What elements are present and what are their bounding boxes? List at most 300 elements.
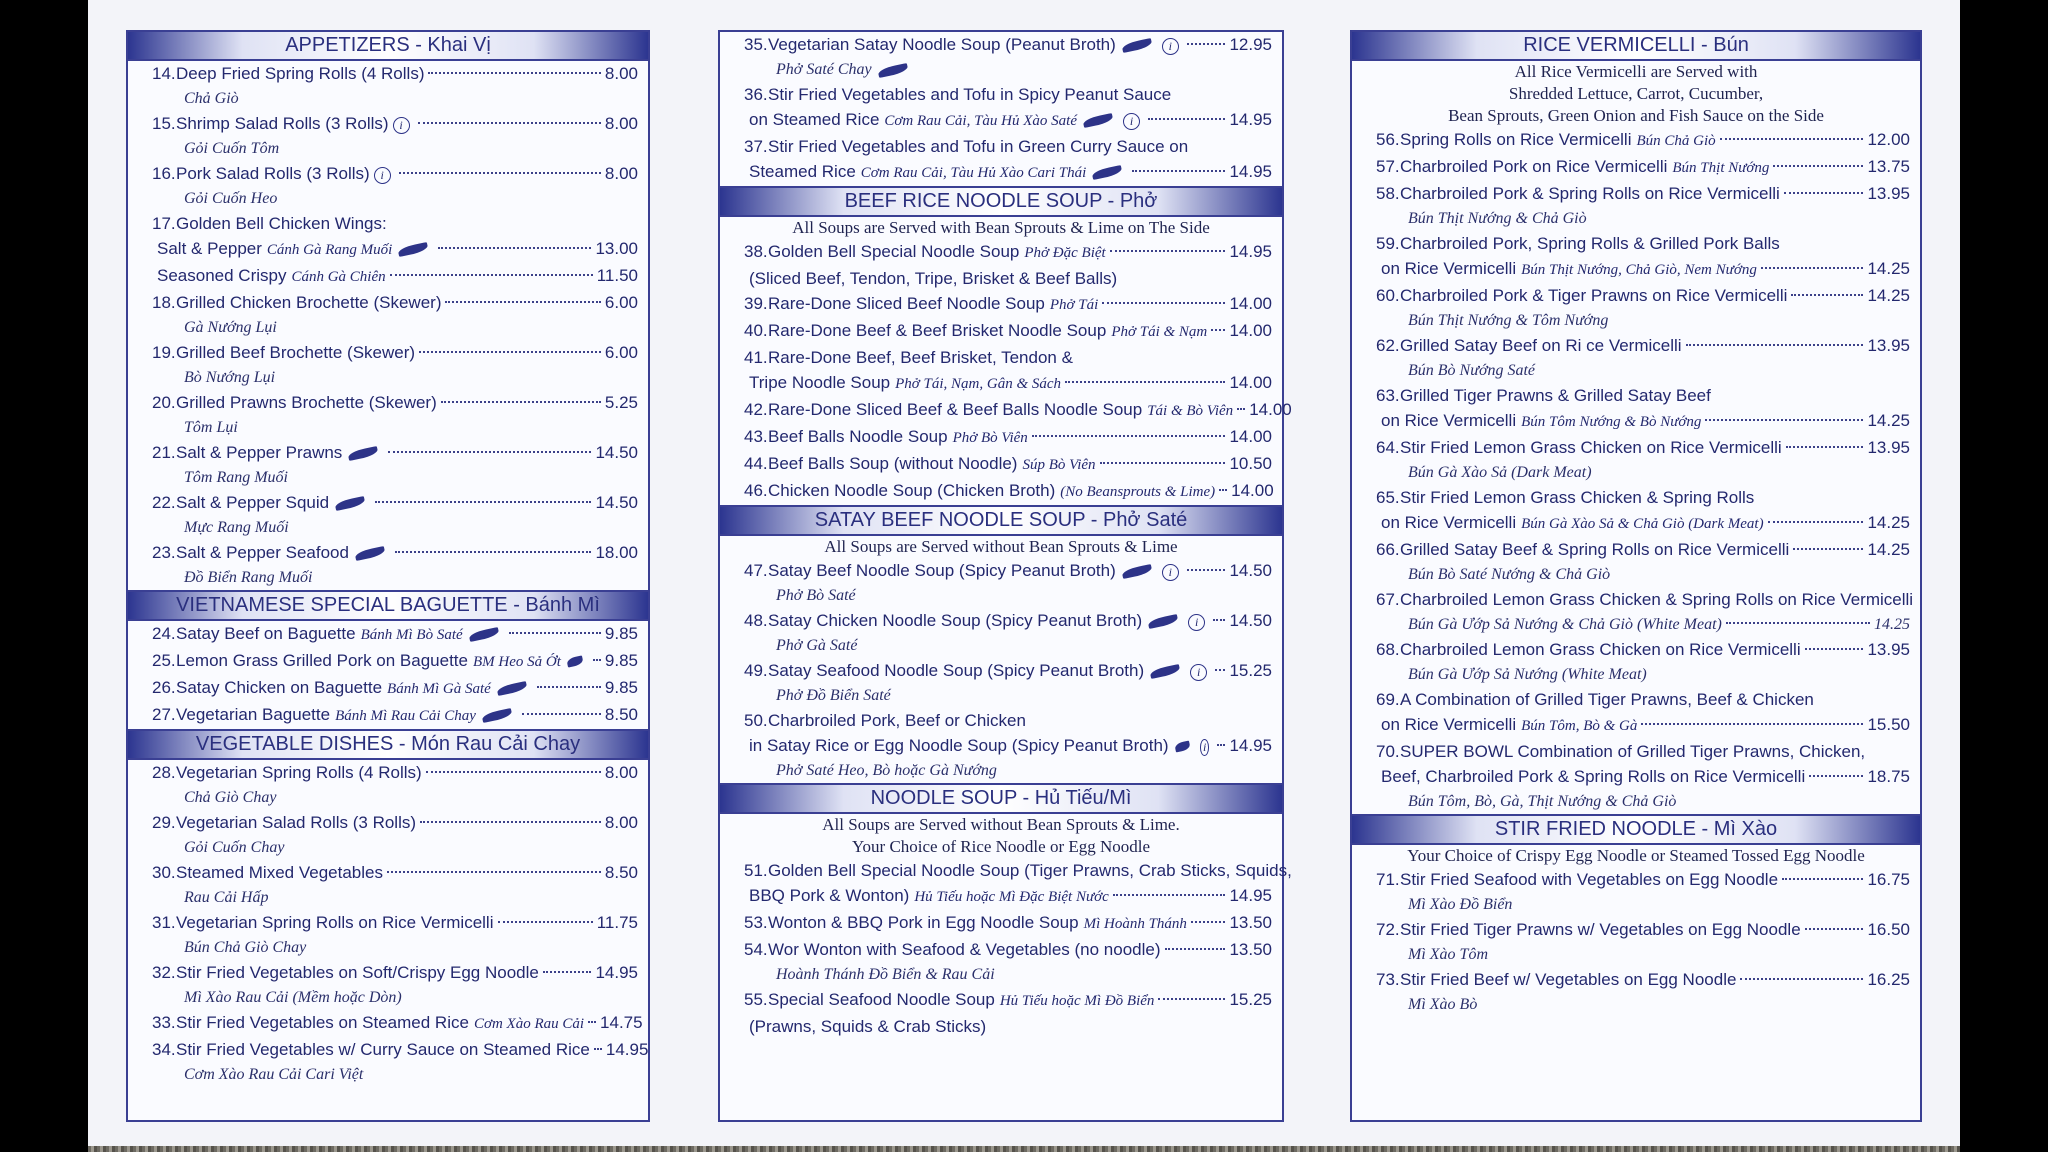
item-name: Tripe Noodle Soup bbox=[749, 373, 891, 392]
item-number: 41. bbox=[744, 348, 768, 367]
menu-item-continued bbox=[720, 266, 1282, 291]
menu-item bbox=[128, 1010, 648, 1037]
dot-leader bbox=[1805, 648, 1864, 650]
menu-item-continued bbox=[720, 883, 1282, 910]
item-number: 15. bbox=[152, 114, 176, 133]
menu-item-row bbox=[749, 370, 1272, 397]
dot-leader bbox=[441, 401, 601, 403]
spicy-pepper-icon bbox=[398, 242, 429, 257]
menu-item-row bbox=[1381, 764, 1910, 789]
item-number: 49. bbox=[744, 661, 768, 680]
item-name: Salt & Pepper Seafood bbox=[176, 543, 349, 562]
item-number: 70. bbox=[1376, 742, 1400, 761]
dot-leader bbox=[509, 632, 601, 634]
dot-leader bbox=[438, 247, 591, 249]
vietnamese-name: Gà Nướng Lụi bbox=[184, 319, 277, 336]
item-name: Seasoned Crispy bbox=[157, 266, 287, 285]
item-number: 56. bbox=[1376, 130, 1400, 149]
menu-item bbox=[128, 910, 648, 935]
menu-item bbox=[1352, 687, 1920, 712]
vietnamese-name: Phở Saté Heo, Bò hoặc Gà Nướng bbox=[776, 762, 997, 779]
menu-item bbox=[720, 451, 1282, 478]
menu-item-row bbox=[744, 345, 1272, 370]
item-name: on Rice Vermicelli bbox=[1381, 259, 1517, 278]
menu-item bbox=[720, 910, 1282, 937]
menu-item-row bbox=[744, 291, 1272, 318]
section-header: STIR FRIED NOODLE - Mì Xào bbox=[1352, 814, 1920, 845]
menu-item-row bbox=[152, 648, 638, 675]
item-price: 14.00 bbox=[1229, 321, 1272, 340]
item-name: Rare-Done Beef & Beef Brisket Noodle Soup bbox=[768, 321, 1107, 340]
item-number: 71. bbox=[1376, 870, 1400, 889]
item-price: 14.25 bbox=[1874, 616, 1910, 633]
menu-item-row bbox=[744, 239, 1272, 266]
menu-item bbox=[128, 621, 648, 648]
item-number: 60. bbox=[1376, 286, 1400, 305]
menu-item bbox=[720, 558, 1282, 583]
item-name: Rare-Done Beef, Beef Brisket, Tendon & bbox=[768, 348, 1073, 367]
item-name: Vegetarian Spring Rolls on Rice Vermicelli bbox=[176, 913, 494, 932]
menu-item-row bbox=[152, 340, 638, 365]
vietnamese-name: Cánh Gà Rang Muối bbox=[266, 242, 393, 258]
spicy-pepper-icon bbox=[468, 627, 499, 642]
dot-leader bbox=[593, 659, 601, 661]
item-name: Stir Fried Lemon Grass Chicken & Spring Rolls bbox=[1400, 488, 1755, 507]
item-number: 54. bbox=[744, 940, 768, 959]
item-name: Deep Fried Spring Rolls (4 Rolls) bbox=[176, 64, 425, 83]
menu-item-continued bbox=[128, 263, 648, 290]
menu-item-row bbox=[1376, 231, 1910, 256]
menu-item-row bbox=[152, 960, 638, 985]
item-number: 64. bbox=[1376, 438, 1400, 457]
dot-leader bbox=[399, 172, 601, 174]
menu-item bbox=[720, 478, 1282, 505]
menu-item bbox=[720, 239, 1282, 266]
menu-item bbox=[1352, 739, 1920, 764]
vietnamese-name: Cơm Xào Rau Cải bbox=[473, 1016, 585, 1032]
menu-item-row bbox=[152, 1010, 643, 1037]
spicy-pepper-icon bbox=[877, 63, 908, 78]
menu-item-row bbox=[1376, 587, 1914, 612]
item-name: Special Seafood Noodle Soup bbox=[768, 990, 995, 1009]
item-number: 68. bbox=[1376, 640, 1400, 659]
spicy-pepper-icon bbox=[1174, 741, 1191, 753]
item-name: Charbroiled Pork on Rice Vermicelli bbox=[1400, 157, 1668, 176]
menu-item-row bbox=[744, 134, 1272, 159]
item-name: Grilled Tiger Prawns & Grilled Satay Beef bbox=[1400, 386, 1711, 405]
item-name: Satay Chicken Noodle Soup (Spicy Peanut Broth) bbox=[768, 611, 1143, 630]
info-icon: i bbox=[1162, 38, 1179, 55]
item-number: 53. bbox=[744, 913, 768, 932]
menu-item-row bbox=[749, 883, 1272, 910]
item-number: 58. bbox=[1376, 184, 1400, 203]
item-price: 14.00 bbox=[1231, 481, 1274, 500]
vietnamese-name: Bún Tôm, Bò, Gà, Thịt Nướng & Chả Giò bbox=[1408, 793, 1677, 810]
item-number: 40. bbox=[744, 321, 768, 340]
menu-item-continued bbox=[1352, 764, 1920, 789]
item-number: 46. bbox=[744, 481, 768, 500]
section-note: All Soups are Served without Bean Sprouts & Lime. bbox=[822, 815, 1180, 834]
info-icon: i bbox=[1162, 564, 1179, 581]
menu-item-row bbox=[152, 540, 638, 565]
vietnamese-name: Mực Rang Muối bbox=[184, 519, 289, 536]
menu-item bbox=[1352, 587, 1920, 612]
menu-item-row bbox=[1376, 333, 1910, 358]
item-price: 18.00 bbox=[595, 543, 638, 562]
menu-item-continued bbox=[1352, 510, 1920, 537]
item-price: 9.85 bbox=[604, 678, 638, 697]
vietnamese-name: Mì Xào Rau Cải (Mềm hoặc Dòn) bbox=[184, 989, 402, 1006]
menu-column-left bbox=[126, 30, 650, 1122]
vietnamese-name: Đồ Biển Rang Muối bbox=[184, 569, 313, 586]
menu-item bbox=[128, 1037, 648, 1062]
item-number: 39. bbox=[744, 294, 768, 313]
info-icon: i bbox=[1190, 664, 1207, 681]
item-name: BBQ Pork & Wonton) bbox=[749, 886, 910, 905]
menu-item-row bbox=[152, 860, 638, 885]
menu-item-row bbox=[157, 263, 638, 290]
item-number: 17. bbox=[152, 214, 176, 233]
vietnamese-name: Mì Xào Đồ Biển bbox=[1408, 896, 1513, 913]
vietnamese-name: Gỏi Cuốn Tôm bbox=[184, 140, 280, 157]
vietnamese-name: Bún Gà Ướp Sả Nướng (White Meat) bbox=[1408, 666, 1647, 683]
menu-item bbox=[720, 345, 1282, 370]
item-price: 14.95 bbox=[1229, 886, 1272, 905]
dot-leader bbox=[498, 921, 593, 923]
item-number: 57. bbox=[1376, 157, 1400, 176]
item-price: 15.25 bbox=[1229, 661, 1272, 680]
vietnamese-name: Mì Xào Tôm bbox=[1408, 946, 1488, 963]
item-price: 8.00 bbox=[604, 64, 638, 83]
dot-leader bbox=[1165, 948, 1226, 950]
item-number: 33. bbox=[152, 1013, 176, 1032]
item-name: Satay Beef on Baguette bbox=[176, 624, 356, 643]
section-header: VIETNAMESE SPECIAL BAGUETTE - Bánh Mì bbox=[128, 590, 648, 621]
item-number: 21. bbox=[152, 443, 176, 462]
item-price: 10.50 bbox=[1229, 454, 1272, 473]
item-price: 9.85 bbox=[604, 624, 638, 643]
item-name: Stir Fried Seafood with Vegetables on Egg Noodle bbox=[1400, 870, 1779, 889]
menu-item-row bbox=[744, 318, 1272, 345]
item-number: 31. bbox=[152, 913, 176, 932]
menu-item-continued bbox=[720, 1014, 1282, 1039]
section-note: Your Choice of Crispy Egg Noodle or Steamed Tossed Egg Noodle bbox=[1407, 846, 1865, 865]
dot-leader bbox=[375, 501, 591, 503]
dot-leader bbox=[1102, 302, 1225, 304]
item-name: on Steamed Rice bbox=[749, 110, 880, 129]
spicy-pepper-icon bbox=[1148, 614, 1179, 629]
menu-item-continued bbox=[720, 159, 1282, 186]
item-number: 44. bbox=[744, 454, 768, 473]
section-header: SATAY BEEF NOODLE SOUP - Phở Saté bbox=[720, 505, 1282, 536]
menu-item bbox=[720, 987, 1282, 1014]
dot-leader bbox=[1219, 489, 1227, 491]
item-name: Vegetarian Satay Noodle Soup (Peanut Broth) bbox=[768, 35, 1116, 54]
item-name: Shrimp Salad Rolls (3 Rolls) bbox=[176, 114, 389, 133]
menu-item bbox=[1352, 231, 1920, 256]
menu-item-row bbox=[1376, 383, 1910, 408]
menu-item-row bbox=[1381, 256, 1910, 283]
item-number: 35. bbox=[744, 35, 768, 54]
dot-leader bbox=[1211, 329, 1225, 331]
item-name: Lemon Grass Grilled Pork on Baguette bbox=[176, 651, 468, 670]
item-name: Grilled Chicken Brochette (Skewer) bbox=[176, 293, 442, 312]
menu-item bbox=[1352, 181, 1920, 206]
item-price: 14.00 bbox=[1249, 400, 1292, 419]
menu-item bbox=[128, 860, 648, 885]
item-price: 14.50 bbox=[1229, 561, 1272, 580]
dot-leader bbox=[1786, 446, 1864, 448]
item-price: 14.00 bbox=[1229, 294, 1272, 313]
item-price: 8.00 bbox=[604, 164, 638, 183]
vietnamese-name: Bánh Mì Bò Saté bbox=[360, 627, 463, 643]
menu-item-row bbox=[1376, 917, 1910, 942]
dot-leader bbox=[522, 713, 601, 715]
item-number: 24. bbox=[152, 624, 176, 643]
menu-item-row bbox=[1376, 637, 1910, 662]
menu-item bbox=[128, 340, 648, 365]
vietnamese-name: Chả Giò bbox=[184, 90, 239, 107]
item-price: 13.95 bbox=[1867, 184, 1910, 203]
menu-item-row bbox=[1381, 408, 1910, 435]
vietnamese-name: Hủ Tiếu hoặc Mì Đặc Biệt Nước bbox=[914, 889, 1109, 905]
menu-item-row bbox=[744, 558, 1272, 583]
item-name: Beef Balls Noodle Soup bbox=[768, 427, 948, 446]
dot-leader bbox=[428, 72, 600, 74]
item-price: 9.85 bbox=[604, 651, 638, 670]
item-price: 14.95 bbox=[605, 1040, 649, 1059]
menu-item bbox=[1352, 637, 1920, 662]
item-name: Steamed Rice bbox=[749, 162, 856, 181]
spicy-pepper-icon bbox=[335, 496, 366, 511]
item-price: 12.00 bbox=[1867, 130, 1910, 149]
vietnamese-name: Tái & Bò Viên bbox=[1147, 403, 1234, 419]
menu-item-row bbox=[1376, 485, 1910, 510]
menu-item-row bbox=[1376, 967, 1910, 992]
menu-item-row bbox=[744, 82, 1272, 107]
dot-leader bbox=[1809, 775, 1863, 777]
menu-item-continued bbox=[720, 370, 1282, 397]
dot-leader bbox=[1213, 619, 1225, 621]
item-name: Grilled Beef Brochette (Skewer) bbox=[176, 343, 416, 362]
menu-item-continued bbox=[1352, 256, 1920, 283]
vietnamese-name: Bún Chả Giò Chay bbox=[184, 939, 307, 956]
item-name: Golden Bell Special Noodle Soup (Tiger Prawns, Crab Sticks, Squids, bbox=[768, 861, 1292, 880]
item-name: Charbroiled Pork & Spring Rolls on Rice Vermicelli bbox=[1400, 184, 1780, 203]
vietnamese-name: Bánh Mì Gà Saté bbox=[387, 681, 491, 697]
menu-item-row bbox=[744, 708, 1272, 733]
section-note: Your Choice of Rice Noodle or Egg Noodle bbox=[851, 837, 1151, 856]
section-header: NOODLE SOUP - Hủ Tiếu/Mì bbox=[720, 783, 1282, 814]
dot-leader bbox=[390, 274, 593, 276]
vietnamese-name: Bún Bò Nướng Saté bbox=[1408, 362, 1536, 379]
menu-item bbox=[720, 708, 1282, 733]
vietnamese-name: Rau Cải Hấp bbox=[184, 889, 269, 906]
menu-item bbox=[1352, 435, 1920, 460]
vietnamese-name: Bún Thịt Nướng & Tôm Nướng bbox=[1408, 312, 1609, 329]
item-price: 13.95 bbox=[1867, 336, 1910, 355]
menu-item-row bbox=[1376, 435, 1910, 460]
vietnamese-name: Bún Gà Xào Sả (Dark Meat) bbox=[1408, 464, 1592, 481]
menu-item bbox=[128, 540, 648, 565]
vietnamese-name: Mì Hoành Thánh bbox=[1083, 916, 1187, 932]
menu-item bbox=[720, 134, 1282, 159]
menu-item-row bbox=[152, 1037, 649, 1062]
dot-leader bbox=[588, 1021, 596, 1023]
menu-item bbox=[720, 424, 1282, 451]
vietnamese-name: Bún Gà Ướp Sả Nướng & Chả Giò (White Meat) bbox=[1408, 616, 1722, 633]
item-price: 6.00 bbox=[604, 343, 638, 362]
dot-leader bbox=[537, 686, 601, 688]
info-icon: i bbox=[1200, 739, 1210, 756]
vietnamese-name: Gỏi Cuốn Chay bbox=[184, 839, 285, 856]
item-price: 14.50 bbox=[1229, 611, 1272, 630]
menu-item bbox=[128, 760, 648, 785]
menu-item-row bbox=[1376, 537, 1910, 562]
item-name: Charbroiled Pork, Spring Rolls & Grilled Pork Balls bbox=[1400, 234, 1780, 253]
info-icon: i bbox=[1188, 614, 1205, 631]
dot-leader bbox=[1158, 998, 1225, 1000]
item-price: 11.75 bbox=[596, 913, 638, 932]
vietnamese-name: Phở Tái & Nạm bbox=[1111, 324, 1208, 340]
item-price: 6.00 bbox=[604, 293, 638, 312]
spicy-pepper-icon bbox=[1082, 113, 1113, 128]
item-price: 14.25 bbox=[1867, 513, 1910, 532]
menu-item-row bbox=[744, 32, 1272, 57]
vietnamese-name: Mì Xào Bò bbox=[1408, 996, 1478, 1013]
item-number: 20. bbox=[152, 393, 176, 412]
item-price: 14.25 bbox=[1867, 411, 1910, 430]
item-number: 38. bbox=[744, 242, 768, 261]
menu-item bbox=[1352, 127, 1920, 154]
menu-item-row bbox=[152, 490, 638, 515]
spicy-pepper-icon bbox=[354, 546, 385, 561]
menu-item-row bbox=[1376, 687, 1910, 712]
vietnamese-name: Cánh Gà Chiên bbox=[291, 269, 386, 285]
menu-item bbox=[128, 61, 648, 86]
item-number: 72. bbox=[1376, 920, 1400, 939]
menu-item bbox=[1352, 333, 1920, 358]
item-name: Vegetarian Spring Rolls (4 Rolls) bbox=[176, 763, 422, 782]
vietnamese-name: Hoành Thánh Đồ Biển & Rau Cải bbox=[776, 966, 995, 983]
item-price: 13.95 bbox=[1867, 438, 1910, 457]
menu-item bbox=[1352, 283, 1920, 308]
menu-item-continued bbox=[720, 107, 1282, 134]
item-name: (Prawns, Squids & Crab Sticks) bbox=[749, 1017, 987, 1036]
vietnamese-name: Bún Chả Giò bbox=[1636, 133, 1716, 149]
section-header: BEEF RICE NOODLE SOUP - Phở bbox=[720, 186, 1282, 217]
item-name: Stir Fried Beef w/ Vegetables on Egg Noodle bbox=[1400, 970, 1737, 989]
item-number: 47. bbox=[744, 561, 768, 580]
dot-leader bbox=[1793, 548, 1863, 550]
section-note: Shredded Lettuce, Carrot, Cucumber, bbox=[1508, 84, 1764, 103]
item-name: on Rice Vermicelli bbox=[1381, 411, 1517, 430]
vietnamese-name: Tôm Rang Muối bbox=[184, 469, 288, 486]
item-price: 8.00 bbox=[604, 114, 638, 133]
vietnamese-name: Bún Thịt Nướng, Chả Giò, Nem Nướng bbox=[1521, 262, 1757, 278]
vietnamese-name: BM Heo Sả Ớt bbox=[472, 654, 561, 670]
dot-leader bbox=[543, 971, 592, 973]
item-price: 15.50 bbox=[1867, 715, 1910, 734]
item-number: 51. bbox=[744, 861, 768, 880]
item-name: Satay Chicken on Baguette bbox=[176, 678, 383, 697]
item-name: Grilled Satay Beef on Ri ce Vermicelli bbox=[1400, 336, 1682, 355]
dot-leader bbox=[419, 351, 601, 353]
menu-item-row bbox=[744, 451, 1272, 478]
item-number: 25. bbox=[152, 651, 176, 670]
menu-item bbox=[128, 960, 648, 985]
item-number: 14. bbox=[152, 64, 176, 83]
item-name: Rare-Done Sliced Beef & Beef Balls Noodle Soup bbox=[768, 400, 1143, 419]
menu-item-row bbox=[152, 702, 638, 729]
info-icon: i bbox=[374, 167, 391, 184]
dot-leader bbox=[594, 1048, 602, 1050]
item-name: on Rice Vermicelli bbox=[1381, 513, 1517, 532]
item-name: Steamed Mixed Vegetables bbox=[176, 863, 383, 882]
item-number: 23. bbox=[152, 543, 176, 562]
item-name: Satay Seafood Noodle Soup (Spicy Peanut Broth) bbox=[768, 661, 1145, 680]
item-price: 14.95 bbox=[1229, 736, 1272, 755]
menu-item-row bbox=[152, 675, 638, 702]
dot-leader bbox=[395, 551, 591, 553]
menu-item bbox=[1352, 867, 1920, 892]
menu-item-row bbox=[744, 658, 1272, 683]
item-price: 14.95 bbox=[1229, 242, 1272, 261]
menu-item-row bbox=[749, 159, 1272, 186]
dot-leader bbox=[1032, 435, 1226, 437]
item-price: 8.00 bbox=[604, 813, 638, 832]
item-number: 22. bbox=[152, 493, 176, 512]
item-number: 43. bbox=[744, 427, 768, 446]
item-number: 29. bbox=[152, 813, 176, 832]
dot-leader bbox=[1773, 165, 1863, 167]
section-note: Bean Sprouts, Green Onion and Fish Sauce on the Side bbox=[1448, 106, 1824, 125]
dot-leader bbox=[1705, 419, 1863, 421]
spicy-pepper-icon bbox=[566, 655, 584, 667]
item-name: Grilled Prawns Brochette (Skewer) bbox=[176, 393, 437, 412]
menu-item-row bbox=[744, 424, 1272, 451]
item-number: 32. bbox=[152, 963, 176, 982]
item-number: 73. bbox=[1376, 970, 1400, 989]
spicy-pepper-icon bbox=[348, 446, 379, 461]
item-price: 13.75 bbox=[1867, 157, 1910, 176]
menu-item-row bbox=[152, 810, 638, 835]
item-number: 42. bbox=[744, 400, 768, 419]
item-number: 27. bbox=[152, 705, 176, 724]
item-name: Wor Wonton with Seafood & Vegetables (no noodle) bbox=[768, 940, 1161, 959]
item-price: 11.50 bbox=[596, 266, 638, 285]
menu-item-row bbox=[1408, 612, 1910, 637]
menu-item-row bbox=[1376, 283, 1910, 308]
menu-item bbox=[720, 937, 1282, 962]
menu-item-row bbox=[152, 621, 638, 648]
menu-item-row bbox=[744, 858, 1292, 883]
item-number: 18. bbox=[152, 293, 176, 312]
menu-item-continued bbox=[1352, 612, 1920, 637]
section-header: VEGETABLE DISHES - Món Rau Cải Chay bbox=[128, 729, 648, 760]
item-price: 14.25 bbox=[1867, 286, 1910, 305]
item-price: 14.75 bbox=[600, 1013, 643, 1032]
dot-leader bbox=[1791, 294, 1863, 296]
spicy-pepper-icon bbox=[481, 708, 512, 723]
item-price: 14.95 bbox=[1229, 110, 1272, 129]
vietnamese-name: Phở Đồ Biển Saté bbox=[776, 687, 891, 704]
section-note: All Soups are Served without Bean Sprouts & Lime bbox=[824, 537, 1178, 556]
item-number: 16. bbox=[152, 164, 176, 183]
menu-item-row bbox=[152, 211, 638, 236]
menu-item-row bbox=[152, 390, 638, 415]
vietnamese-name: Chả Giò Chay bbox=[184, 789, 277, 806]
